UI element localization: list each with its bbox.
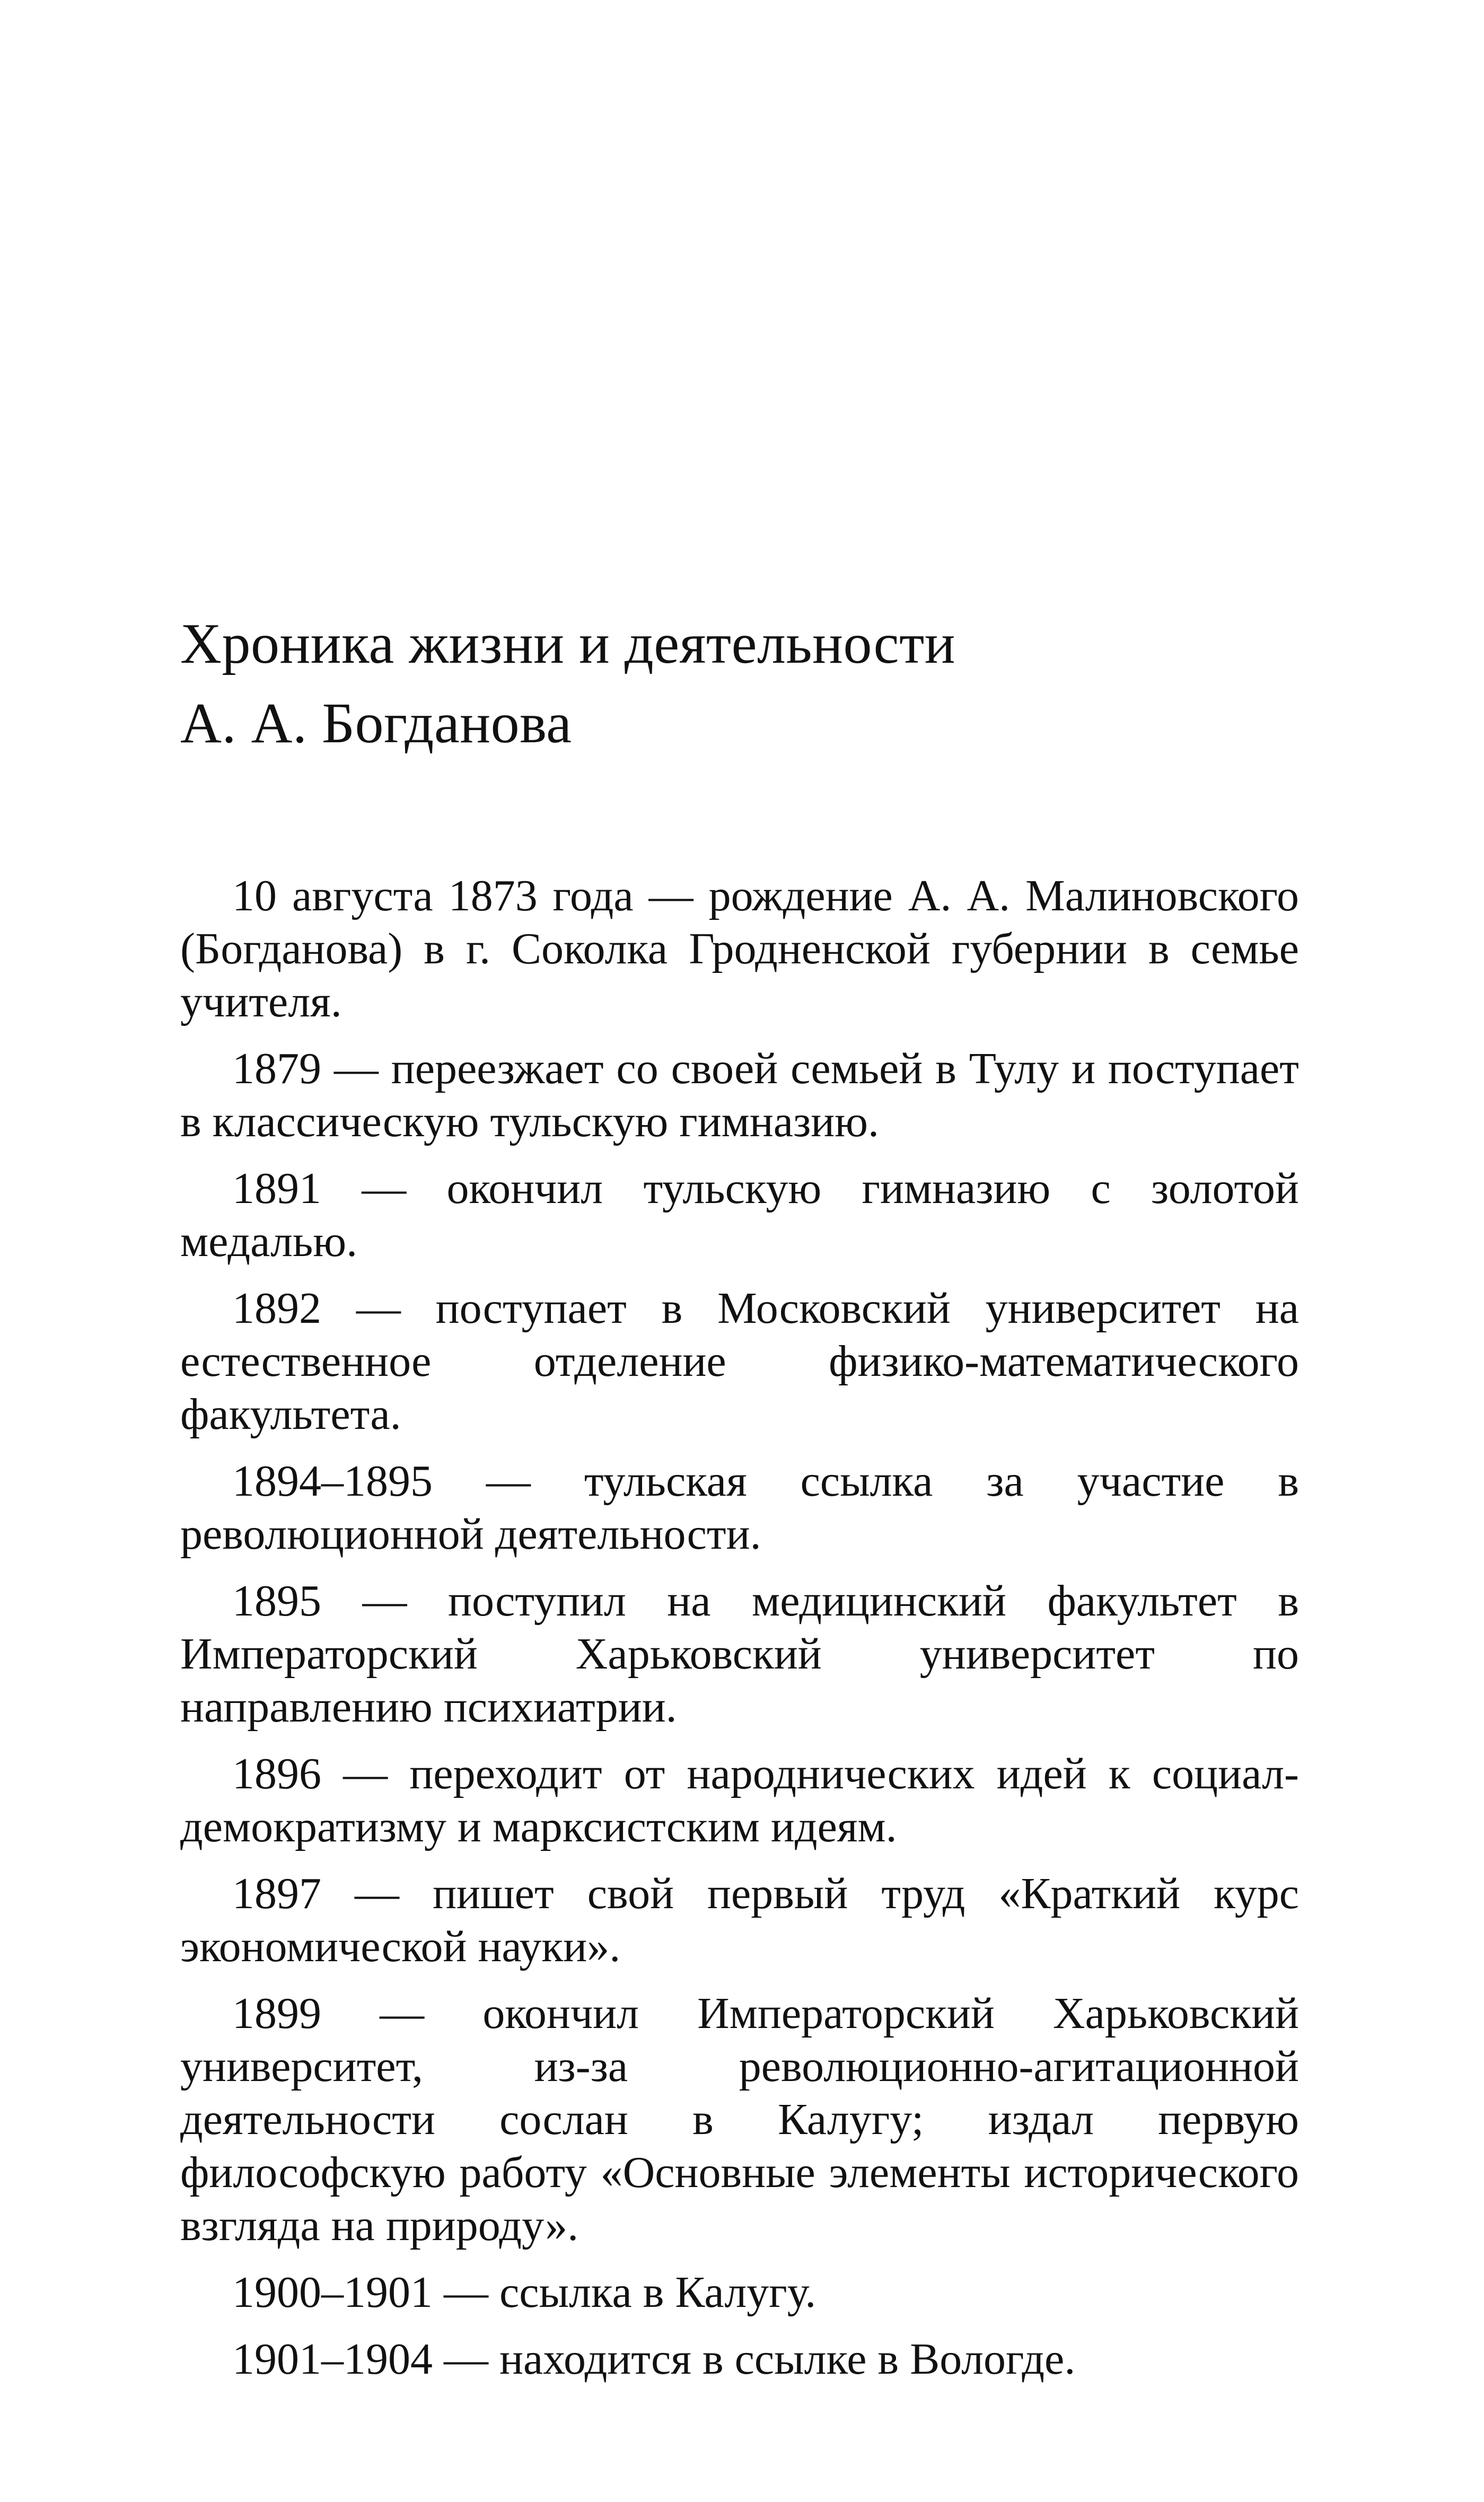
chronology-entry-1901-1904: 1901–1904 — находится в ссылке в Вологде. — [232, 2334, 1076, 2384]
chronology-entry-1879: 1879 — переезжает со своей семьей в Тулу и поступает в классическую тульскую гимназию. — [180, 1044, 1299, 1146]
chronology-entry-1894-1895: 1894–1895 — тульская ссылка за участие в революционной деятельности. — [180, 1456, 1299, 1559]
chapter-title-line-2: А. А. Богданова — [180, 692, 572, 755]
chapter-title — [180, 604, 1294, 763]
chapter-title-line-1: Хроника жизни и деятельности — [180, 612, 956, 675]
chronology-entry-1891: 1891 — окончил тульскую гимназию с золотой медалью. — [180, 1164, 1299, 1266]
chronology-list — [180, 870, 1299, 2400]
chronology-entry-1896: 1896 — переходит от народнических идей к социал-демократизму и марксистским идеям. — [180, 1749, 1299, 1851]
chronology-entry-1873: 10 августа 1873 года — рождение А. А. Малиновского (Богданова) в г. Соколка Гродненской губернии в семье учителя. — [180, 871, 1299, 1026]
chronology-entry-1900-1901: 1900–1901 — ссылка в Калугу. — [232, 2268, 816, 2317]
chronology-entry-1897: 1897 — пишет свой первый труд «Краткий курс экономической науки». — [180, 1869, 1299, 1971]
chronology-entry-1895: 1895 — поступил на медицинский факультет в Императорский Харьковский университет по направлению психиатрии. — [180, 1576, 1299, 1732]
chronology-entry-1892: 1892 — поступает в Московский университет на естественное отделение физико-математического факультета. — [180, 1284, 1299, 1439]
chronology-entry-1899: 1899 — окончил Императорский Харьковский университет, из-за революционно-агитационной деятельности сослан в Калугу; издал первую философскую работу «Основные элементы исторического взгляда на природу». — [180, 1989, 1299, 2250]
